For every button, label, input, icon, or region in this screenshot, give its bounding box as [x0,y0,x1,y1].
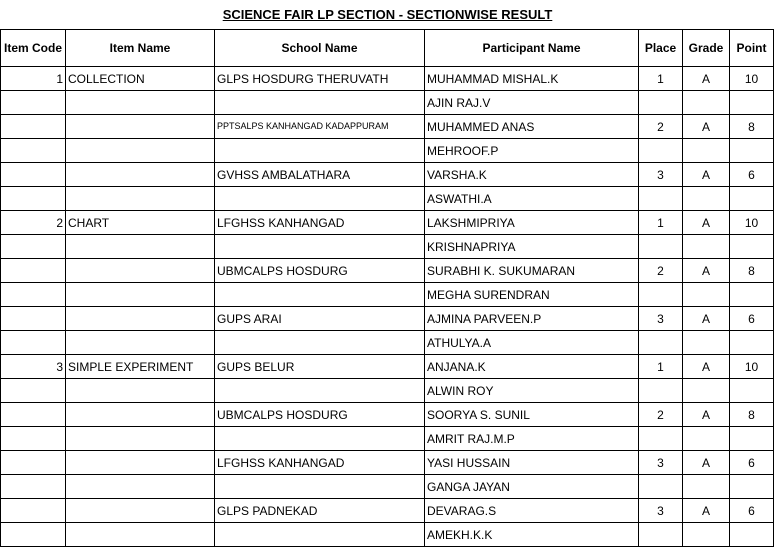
cell-grade[interactable]: A [683,499,730,523]
cell-item-name[interactable] [66,379,215,403]
cell-item-name[interactable] [66,451,215,475]
cell-place[interactable] [639,427,683,451]
table-row [1,427,774,451]
cell-item-name[interactable]: SIMPLE EXPERIMENT [66,355,215,379]
cell-place[interactable]: 2 [639,259,683,283]
sheet-title-text: SCIENCE FAIR LP SECTION - SECTIONWISE RESULT [222,7,553,22]
cell-item-code[interactable] [1,307,66,331]
cell-participant-name[interactable]: ALWIN ROY [425,379,639,403]
cell-school-name[interactable]: PPTSALPS KANHANGAD KADAPPURAM [215,115,425,139]
header-school-name[interactable]: School Name [215,30,425,67]
cell-participant-name[interactable]: AJMINA PARVEEN.P [425,307,639,331]
cell-participant-name[interactable]: SOORYA S. SUNIL [425,403,639,427]
cell-school-name[interactable]: UBMCALPS HOSDURG [215,403,425,427]
cell-item-code[interactable] [1,187,66,211]
cell-item-name[interactable] [66,331,215,355]
cell-school-name[interactable] [215,427,425,451]
cell-grade[interactable] [683,379,730,403]
cell-participant-name[interactable]: MEGHA SURENDRAN [425,283,639,307]
cell-participant-name[interactable]: MUHAMMED ANAS [425,115,639,139]
table-row [1,67,774,91]
cell-point[interactable]: 6 [730,307,774,331]
cell-place[interactable]: 2 [639,403,683,427]
cell-grade[interactable] [683,91,730,115]
cell-school-name[interactable] [215,523,425,547]
cell-item-code[interactable] [1,163,66,187]
cell-participant-name[interactable]: AJIN RAJ.V [425,91,639,115]
cell-grade[interactable]: A [683,451,730,475]
cell-item-name[interactable] [66,499,215,523]
cell-grade[interactable] [683,427,730,451]
cell-item-name[interactable] [66,259,215,283]
header-grade[interactable]: Grade [683,30,730,67]
cell-point[interactable] [730,379,774,403]
cell-school-name[interactable] [215,139,425,163]
cell-school-name[interactable] [215,283,425,307]
cell-participant-name[interactable]: AMEKH.K.K [425,523,639,547]
cell-place[interactable] [639,475,683,499]
cell-school-name[interactable] [215,235,425,259]
cell-school-name[interactable]: GVHSS AMBALATHARA [215,163,425,187]
cell-item-code[interactable]: 3 [1,355,66,379]
cell-point[interactable]: 10 [730,67,774,91]
cell-item-name[interactable] [66,163,215,187]
header-point[interactable]: Point [730,30,774,67]
cell-place[interactable]: 1 [639,355,683,379]
cell-item-code[interactable] [1,403,66,427]
cell-item-name[interactable] [66,235,215,259]
table-row [1,211,774,235]
cell-item-code[interactable] [1,379,66,403]
cell-school-name[interactable] [215,331,425,355]
cell-school-name[interactable]: GLPS PADNEKAD [215,499,425,523]
cell-place[interactable] [639,283,683,307]
cell-point[interactable] [730,91,774,115]
cell-point[interactable]: 8 [730,403,774,427]
cell-item-name[interactable] [66,403,215,427]
header-participant-name[interactable]: Participant Name [425,30,639,67]
cell-school-name[interactable]: GLPS HOSDURG THERUVATH [215,67,425,91]
cell-item-name[interactable] [66,307,215,331]
table-row [1,307,774,331]
cell-item-code[interactable] [1,91,66,115]
cell-school-name[interactable] [215,379,425,403]
cell-grade[interactable]: A [683,163,730,187]
cell-item-name[interactable]: COLLECTION [66,67,215,91]
cell-participant-name[interactable]: ANJANA.K [425,355,639,379]
cell-grade[interactable] [683,283,730,307]
cell-grade[interactable] [683,475,730,499]
cell-participant-name[interactable]: AMRIT RAJ.M.P [425,427,639,451]
cell-item-code[interactable] [1,451,66,475]
cell-point[interactable] [730,139,774,163]
cell-item-code[interactable] [1,475,66,499]
cell-place[interactable]: 3 [639,499,683,523]
cell-item-code[interactable] [1,331,66,355]
cell-participant-name[interactable]: YASI HUSSAIN [425,451,639,475]
cell-item-name[interactable] [66,139,215,163]
cell-school-name[interactable] [215,475,425,499]
table-row [1,403,774,427]
table-row [1,283,774,307]
cell-grade[interactable]: A [683,211,730,235]
cell-item-name[interactable] [66,91,215,115]
cell-grade[interactable]: A [683,355,730,379]
table-row [1,163,774,187]
table-row [1,235,774,259]
cell-point[interactable]: 6 [730,163,774,187]
cell-point[interactable]: 8 [730,115,774,139]
table-row [1,115,774,139]
table-row [1,331,774,355]
cell-grade[interactable]: A [683,67,730,91]
cell-item-code[interactable]: 2 [1,211,66,235]
cell-participant-name[interactable]: MUHAMMAD MISHAL.K [425,67,639,91]
cell-grade[interactable] [683,523,730,547]
cell-point[interactable] [730,523,774,547]
cell-place[interactable]: 3 [639,451,683,475]
cell-place[interactable] [639,187,683,211]
cell-item-code[interactable] [1,259,66,283]
cell-participant-name[interactable]: DEVARAG.S [425,499,639,523]
cell-place[interactable]: 3 [639,163,683,187]
cell-item-name[interactable]: CHART [66,211,215,235]
cell-place[interactable] [639,331,683,355]
cell-place[interactable] [639,139,683,163]
cell-point[interactable]: 8 [730,259,774,283]
sheet-title [0,0,775,29]
header-place[interactable]: Place [639,30,683,67]
cell-grade[interactable]: A [683,403,730,427]
cell-item-name[interactable] [66,427,215,451]
header-row [1,30,774,67]
cell-place[interactable]: 1 [639,67,683,91]
cell-point[interactable]: 6 [730,499,774,523]
cell-point[interactable] [730,331,774,355]
cell-point[interactable] [730,475,774,499]
cell-school-name[interactable] [215,187,425,211]
cell-item-code[interactable] [1,499,66,523]
table-row [1,499,774,523]
cell-school-name[interactable] [215,91,425,115]
cell-grade[interactable]: A [683,259,730,283]
cell-place[interactable] [639,379,683,403]
cell-school-name[interactable]: LFGHSS KANHANGAD [215,211,425,235]
table-row [1,379,774,403]
table-row [1,187,774,211]
cell-school-name[interactable]: UBMCALPS HOSDURG [215,259,425,283]
cell-school-name[interactable]: LFGHSS KANHANGAD [215,451,425,475]
cell-item-code[interactable] [1,427,66,451]
table-row [1,451,774,475]
cell-school-name[interactable]: GUPS ARAI [215,307,425,331]
cell-grade[interactable] [683,235,730,259]
cell-point[interactable]: 10 [730,211,774,235]
cell-place[interactable] [639,235,683,259]
cell-item-name[interactable] [66,523,215,547]
cell-item-code[interactable] [1,235,66,259]
cell-participant-name[interactable]: ATHULYA.A [425,331,639,355]
cell-item-code[interactable] [1,523,66,547]
cell-participant-name[interactable]: VARSHA.K [425,163,639,187]
cell-participant-name[interactable]: SURABHI K. SUKUMARAN [425,259,639,283]
cell-item-name[interactable] [66,475,215,499]
table-row [1,91,774,115]
cell-item-name[interactable] [66,187,215,211]
table-row [1,355,774,379]
table-row [1,139,774,163]
cell-grade[interactable] [683,331,730,355]
cell-point[interactable] [730,283,774,307]
header-item-code[interactable]: Item Code [1,30,66,67]
cell-place[interactable]: 3 [639,307,683,331]
cell-grade[interactable] [683,187,730,211]
cell-grade[interactable]: A [683,115,730,139]
cell-item-name[interactable] [66,115,215,139]
table-row [1,523,774,547]
cell-item-code[interactable]: 1 [1,67,66,91]
cell-participant-name[interactable]: KRISHNAPRIYA [425,235,639,259]
cell-school-name[interactable]: GUPS BELUR [215,355,425,379]
cell-item-code[interactable] [1,115,66,139]
cell-item-code[interactable] [1,283,66,307]
cell-place[interactable]: 2 [639,115,683,139]
cell-item-name[interactable] [66,283,215,307]
cell-place[interactable] [639,91,683,115]
cell-participant-name[interactable]: LAKSHMIPRIYA [425,211,639,235]
cell-point[interactable]: 10 [730,355,774,379]
cell-point[interactable] [730,235,774,259]
cell-point[interactable]: 6 [730,451,774,475]
cell-grade[interactable] [683,139,730,163]
cell-place[interactable]: 1 [639,211,683,235]
cell-participant-name[interactable]: GANGA JAYAN [425,475,639,499]
cell-participant-name[interactable]: ASWATHI.A [425,187,639,211]
cell-item-code[interactable] [1,139,66,163]
cell-grade[interactable]: A [683,307,730,331]
results-table [0,29,774,547]
cell-point[interactable] [730,187,774,211]
table-row [1,475,774,499]
cell-participant-name[interactable]: MEHROOF.P [425,139,639,163]
cell-place[interactable] [639,523,683,547]
header-item-name[interactable]: Item Name [66,30,215,67]
table-row [1,259,774,283]
cell-point[interactable] [730,427,774,451]
